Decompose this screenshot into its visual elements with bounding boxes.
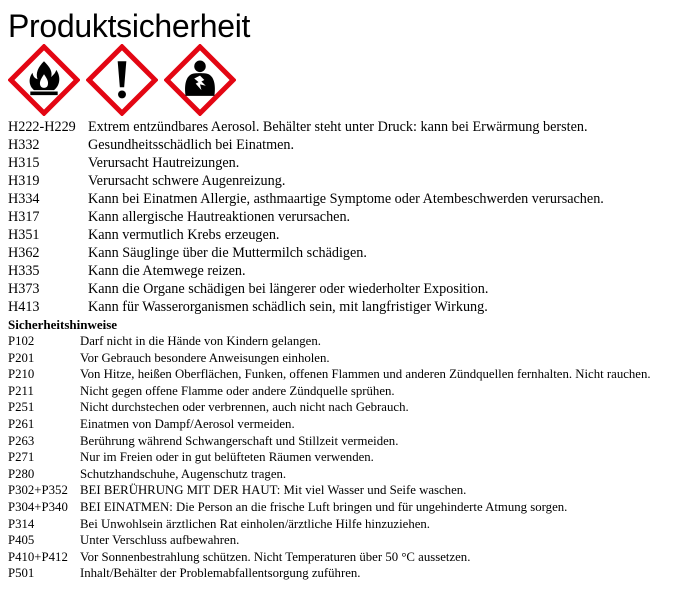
precautionary-code: P261 <box>8 416 35 431</box>
precautionary-statement-row <box>8 516 672 533</box>
page-title: Produktsicherheit <box>8 8 251 44</box>
precautionary-statement-row <box>8 350 672 367</box>
precautionary-text: Nur im Freien oder in gut belüfteten Räumen verwenden. <box>80 450 374 465</box>
precautionary-text: Nicht gegen offene Flamme oder andere Zündquelle sprühen. <box>80 383 395 398</box>
hazard-text: Kann für Wasserorganismen schädlich sein, mit langfristiger Wirkung. <box>88 299 488 315</box>
precautionary-text: Vor Sonnenbestrahlung schützen. Nicht Temperaturen über 50 °C aussetzen. <box>80 549 471 564</box>
precautionary-text: Einatmen von Dampf/Aerosol vermeiden. <box>80 416 295 431</box>
precautionary-code: P304+P340 <box>8 499 68 514</box>
precautionary-text: Inhalt/Behälter der Problemabfallentsorgung zuführen. <box>80 566 361 581</box>
hazard-text: Verursacht schwere Augenreizung. <box>88 173 286 189</box>
precautionary-statement-row <box>8 482 672 499</box>
flame-icon <box>8 44 80 116</box>
precautionary-statement-row <box>8 565 672 582</box>
precautionary-statement-row <box>8 499 672 516</box>
hazard-code: H351 <box>8 227 40 243</box>
hazard-text: Kann Säuglinge über die Muttermilch schädigen. <box>88 245 367 261</box>
precautionary-statement-row <box>8 549 672 566</box>
precautionary-code: P302+P352 <box>8 483 68 498</box>
hazard-code: H332 <box>8 137 40 153</box>
hazard-code: H222-H229 <box>8 119 76 135</box>
hazard-text: Gesundheitsschädlich bei Einatmen. <box>88 137 295 153</box>
precautionary-code: P405 <box>8 533 35 548</box>
hazard-code: H413 <box>8 299 40 315</box>
precautionary-code: P102 <box>8 334 35 348</box>
hazard-statement-row <box>8 190 672 208</box>
hazard-statement-row <box>8 262 672 280</box>
hazard-text: Extrem entzündbares Aerosol. Behälter steht unter Druck: kann bei Erwärmung bersten. <box>88 119 588 135</box>
hazard-code: H334 <box>8 191 40 207</box>
flame-pictogram <box>8 44 80 116</box>
precautionary-heading: Sicherheitshinweise <box>8 317 118 332</box>
hazard-statement-row <box>8 298 672 316</box>
hazard-statement-row <box>8 172 672 190</box>
precautionary-text: Bei Unwohlsein ärztlichen Rat einholen/ärztliche Hilfe hinzuziehen. <box>80 516 431 531</box>
hazard-text: Kann allergische Hautreaktionen verursachen. <box>88 209 351 225</box>
hazard-statement-row <box>8 280 672 298</box>
precautionary-statement-row <box>8 366 672 383</box>
hazard-text: Kann vermutlich Krebs erzeugen. <box>88 227 280 243</box>
precautionary-code: P280 <box>8 466 35 481</box>
hazard-statement-list <box>8 118 672 316</box>
precautionary-text: BEI BERÜHRUNG MIT DER HAUT: Mit viel Wasser und Seife waschen. <box>80 483 467 498</box>
health-hazard-pictogram <box>164 44 236 116</box>
precautionary-statement-list <box>8 333 672 582</box>
hazard-code: H373 <box>8 281 40 297</box>
precautionary-code: P210 <box>8 367 35 382</box>
precautionary-text: Nicht durchstechen oder verbrennen, auch nicht nach Gebrauch. <box>80 400 409 415</box>
hazard-code: H317 <box>8 209 40 225</box>
hazard-text: Kann die Organe schädigen bei längerer oder wiederholter Exposition. <box>88 281 489 297</box>
precautionary-code: P211 <box>8 383 34 398</box>
hazard-text: Verursacht Hautreizungen. <box>88 155 240 171</box>
hazard-statement-row <box>8 118 672 136</box>
precautionary-code: P263 <box>8 433 35 448</box>
precautionary-statement-row <box>8 416 672 433</box>
precautionary-text: Von Hitze, heißen Oberflächen, Funken, offenen Flammen und anderen Zündquellen fernhalten. Nicht rauchen. <box>80 367 651 382</box>
precautionary-statement-row <box>8 449 672 466</box>
precautionary-statement-row <box>8 433 672 450</box>
precautionary-text: Unter Verschluss aufbewahren. <box>80 533 240 548</box>
precautionary-statement-row <box>8 333 672 350</box>
hazard-code: H335 <box>8 263 40 279</box>
precautionary-code: P314 <box>8 516 35 531</box>
hazard-text: Kann die Atemwege reizen. <box>88 263 246 279</box>
precautionary-statement-row <box>8 532 672 549</box>
precautionary-text: Schutzhandschuhe, Augenschutz tragen. <box>80 466 287 481</box>
hazard-statement-row <box>8 244 672 262</box>
hazard-text: Kann bei Einatmen Allergie, asthmaartige Symptome oder Atembeschwerden verursachen. <box>88 191 604 207</box>
hazard-code: H319 <box>8 173 40 189</box>
hazard-code: H362 <box>8 245 40 261</box>
precautionary-statement-row <box>8 399 672 416</box>
hazard-code: H315 <box>8 155 40 171</box>
precautionary-statement-row <box>8 383 672 400</box>
precautionary-code: P251 <box>8 400 35 415</box>
exclamation-icon <box>86 44 158 116</box>
precautionary-code: P271 <box>8 450 35 465</box>
hazard-statement-row <box>8 136 672 154</box>
exclamation-pictogram <box>86 44 158 116</box>
hazard-statement-row <box>8 226 672 244</box>
precautionary-statement-row <box>8 466 672 483</box>
precautionary-code: P201 <box>8 350 35 365</box>
precautionary-text: Vor Gebrauch besondere Anweisungen einholen. <box>80 350 330 365</box>
hazard-statement-row <box>8 154 672 172</box>
precautionary-text: Berührung während Schwangerschaft und Stillzeit vermeiden. <box>80 433 399 448</box>
precautionary-text: BEI EINATMEN: Die Person an die frische Luft bringen und für ungehinderte Atmung sorgen. <box>80 499 568 514</box>
precautionary-text: Darf nicht in die Hände von Kindern gelangen. <box>80 334 321 348</box>
precautionary-code: P501 <box>8 566 35 581</box>
hazard-statement-row <box>8 208 672 226</box>
health-hazard-icon <box>164 44 236 116</box>
precautionary-code: P410+P412 <box>8 549 68 564</box>
